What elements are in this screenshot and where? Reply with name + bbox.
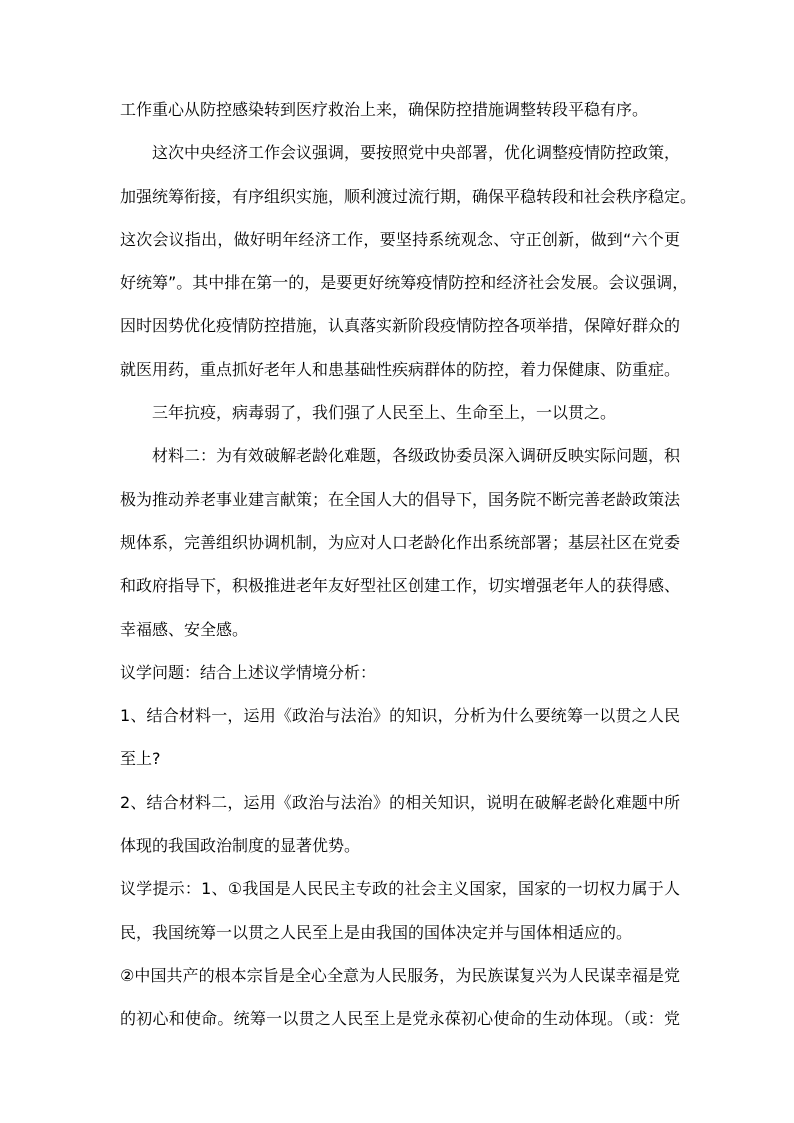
text-line-4: 这次会议指出，做好明年经济工作，要坚持系统观念、守正创新，做到“六个更 xyxy=(120,229,680,249)
text-line-11: 规体系，完善组织协调机制，为应对人口老龄化作出系统部署；基层社区在党委 xyxy=(120,532,681,552)
text-line-1: 工作重心从防控感染转到医疗救治上来，确保防控措施调整转段平稳有序。 xyxy=(120,100,649,119)
text-line-3: 加强统筹衔接，有序组织实施，顺利渡过流行期，确保平稳转段和社会秩序稳定。 xyxy=(120,186,697,206)
question-1-line-2: 至上? xyxy=(120,749,161,769)
hint-line-4: 的初心和使命。统筹一以贯之人民至上是党永葆初心使命的生动体现。（或：党 xyxy=(120,1009,680,1029)
text-line-2: 这次中央经济工作会议强调，要按照党中央部署，优化调整疫情防控政策， xyxy=(152,143,681,163)
hint-line-2: 民，我国统筹一以贯之人民至上是由我国的国体决定并与国体相适应的。 xyxy=(120,922,633,942)
text-line-6: 因时因势优化疫情防控措施，认真落实新阶段疫情防控各项举措，保障好群众的 xyxy=(120,316,681,336)
text-line-13: 幸福感、安全感。 xyxy=(120,619,249,639)
hint-line-3: ②中国共产的根本宗旨是全心全意为人民服务，为民族谋复兴为人民谋幸福是党 xyxy=(120,965,680,985)
text-line-7: 就医用药，重点抓好老年人和患基础性疾病群体的防控，着力保健康、防重症。 xyxy=(120,359,681,379)
text-line-5: 好统筹”。其中排在第一的，是要更好统筹疫情防控和经济社会发展。会议强调， xyxy=(120,273,689,293)
question-heading: 议学问题：结合上述议学情境分析： xyxy=(120,662,377,682)
question-1-line-1: 1、结合材料一，运用《政治与法治》的知识，分析为什么要统筹一以贯之人民 xyxy=(120,706,680,726)
text-line-12: 和政府指导下，积极推进老年友好型社区创建工作，切实增强老年人的获得感、 xyxy=(120,576,681,596)
text-line-9: 材料二：为有效破解老龄化难题，各级政协委员深入调研反映实际问题，积 xyxy=(152,446,681,466)
text-line-10: 极为推动养老事业建言献策；在全国人大的倡导下，国务院不断完善老龄政策法 xyxy=(120,489,681,509)
document-body xyxy=(120,96,697,1049)
question-2-line-2: 体现的我国政治制度的显著优势。 xyxy=(120,836,361,856)
hint-line-1: 议学提示：1、①我国是人民民主专政的社会主义国家，国家的一切权力属于人 xyxy=(120,879,680,899)
question-2-line-1: 2、结合材料二，运用《政治与法治》的相关知识，说明在破解老龄化难题中所 xyxy=(120,792,680,812)
text-line-8: 三年抗疫，病毒弱了，我们强了人民至上、生命至上，一以贯之。 xyxy=(152,403,617,423)
